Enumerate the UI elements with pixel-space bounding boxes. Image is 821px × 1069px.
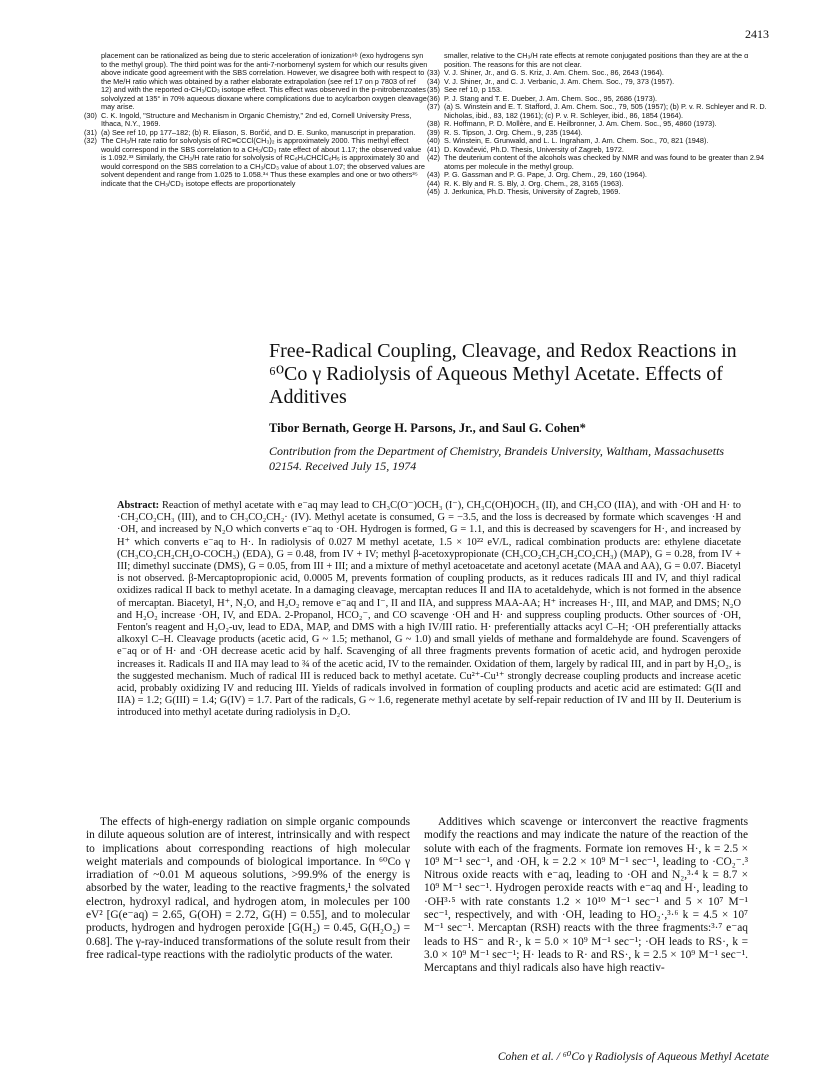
references-left-column <box>84 52 428 188</box>
reference-item: smaller, relative to the CH₃/H rate effects at remote conjugated positions than they are at the α position. The reasons for this are not clear. <box>444 51 749 69</box>
running-footer: Cohen et al. / ⁶⁰Co γ Radiolysis of Aqueous Methyl Acetate <box>497 1051 769 1063</box>
article-title: Free-Radical Coupling, Cleavage, and Redox Reactions in ⁶⁰Co γ Radiolysis of Aqueous Methyl Acetate. Effects of Additives <box>269 340 737 408</box>
reference-item: (33) V. J. Shiner, Jr., and G. S. Kriz, J. Am. Chem. Soc., 86, 2643 (1964). <box>427 68 664 77</box>
article-authors: Tibor Bernath, George H. Parsons, Jr., and Saul G. Cohen* <box>269 421 586 435</box>
reference-item: (32) The CH₃/H rate ratio for solvolysis of RC≡CCCl(CH₃)₂ is approximately 2000. This methyl effect would correspond in the SBS correlation to a CH₃/CD₃ rate effect of about 1.17; the observed value is 1.092.³³ Similarly, the CH₃/H rate ratio for solvolysis of RC₆H₄CHClC₆H₅ is approximately 30 and would correspond on the SBS correlation to a CH₃/CD₃ value of about 1.07; the observed values are solvent dependent and range from 1.025 to 1.058.³⁴ Thus these examples and one or two others³⁵ indicate that the CH₃/CD₃ isotope effects are proportionately <box>84 136 425 188</box>
reference-item: (45) J. Jerkunica, Ph.D. Thesis, University of Zagreb, 1969. <box>427 187 621 196</box>
references-right-column <box>427 52 771 197</box>
body-text-left: The effects of high-energy radiation on simple organic compounds in dilute aqueous solution are of interest, intrinsically and with respect to implications about corresponding reactions of high molecular weight materials and compounds of biological importance. In ⁶⁰Co γ irradiation of ~0.01 M aqueous solutions, >99.9% of the energy is absorbed by the water, leading to the reactive fragments,¹ the solvated electron, hydroxyl radical, and hydrogen atom, in molecules per 100 eV² [G(e⁻aq) = 2.65, G(OH) = 2.72, G(H) = 0.55], and to molecular products, hydrogen and hydrogen peroxide [G(H₂) = 0.45, G(H₂O₂) = 0.68]. The γ-ray-induced transformations of the solute result from their free radical-type reactions with the radiolytic products of the water. <box>86 816 410 961</box>
reference-item: (40) S. Winstein, E. Grunwald, and L. L. Ingraham, J. Am. Chem. Soc., 70, 821 (1948). <box>427 136 709 145</box>
reference-item: (42) The deuterium content of the alcohols was checked by NMR and was found to be greater than 2.94 atoms per molecule in the methyl group. <box>427 153 765 171</box>
reference-item: (43) P. G. Gassman and P. G. Pape, J. Org. Chem., 29, 160 (1964). <box>427 170 647 179</box>
reference-item: (44) R. K. Bly and R. S. Bly, J. Org. Chem., 28, 3165 (1963). <box>427 178 624 188</box>
abstract-text: Reaction of methyl acetate with e⁻aq may lead to CH₃C(O⁻)OCH₃ (I⁻), CH₃C(OH)OCH₃ (II), and CH₃CO (IIA), and with ·OH and H· to ·CH₂CO₂CH₃ (III), and to CH₃CO₂CH₂· (IV). Methyl acetate is consumed, G = −3.5, and the loss is decreased by formate which scavenges ·H and ·OH, and increased by N₂O which converts e⁻aq to ·OH. Hydrogen is formed, G = 1.1, and this is decreased by scavengers for H·, and increased by H⁺ which converts e⁻aq to H·. In radiolysis of 0.027 M methyl acetate, 1.5 × 10²² eV/L, radical combination products are: ethylene diacetate (CH₃CO₂CH₂CH₂O-COCH₃) (EDA), G = 0.48, from IV + IV; methyl β-acetoxypropionate (CH₃CO₂CH₂CH₂CO₂CH₃) (MAP), G = 0.28, from IV + III; dimethyl succinate (DMS), G = 0.05, from III + III; and a mixture of methyl acetoacetate and acetonyl acetate (MAA and AA), G = 0.07. Biacetyl is not observed. β-Mercaptopropionic acid, 0.0005 M, prevents formation of coupling products, as it reduces radicals III and IV, and thiyl radical oxidizes radical II back to methyl acetate. In a damaging cleavage, mercaptan reduces II and IIA to acetaldehyde, which is not formed in the absence of mercaptan. Biacetyl, H⁺, N₂O, and H₂O₂ remove e⁻aq and I⁻, II and IIA, and suppress MAA-AA; H⁺ increases H·, III, and MAP, and DMS; N₂O and H₂O₂ increase ·OH, IV, and EDA. 2-Propanol, HCO₂⁻, and CO scavenge ·OH and H· and suppress coupling products. Other sources of ·OH, Fenton's reagent and H₂O₂-uv, lead to EDA, MAP, and DMS with a high IV/III ratio. H· preferentially attacks acyl C–H; ·OH preferentially attacks alkoxyl C–H. Cleavage products (acetic acid, G ~ 1.5; methanol, G ~ 1.0) and small yields of methane and formaldehyde are found. Scavengers of e⁻aq or of H· and ·OH decrease acetic acid by half. Scavenging of all three fragments prevents formation of acetic acid, and hydrogen peroxide increases it. Radicals II and IIA may lead to ¾ of the acetic acid, IV to the remainder. Oxidation of them, largely by radical III, and in part by H₂O₂, is the suggested mechanism. Much of radical III is reduced back to methyl acetate. Cu²⁺-Cu¹⁺ strongly decrease coupling products and increase acetic acid, probably oxidizing IV and reducing III. Yields of radicals involved in formation of coupling products and acetic acid are estimated: G(II and IIA) = 1.2; G(III) = 1.4; G(IV) = 1.7. Part of the radicals, G ~ 1.6, regenerate methyl acetate by self-repair reduction of IV and III by II. Deuterium is introduced into methyl acetate during radiolysis in D₂O. <box>117 500 741 719</box>
reference-item: (30) C. K. Ingold, "Structure and Mechanism in Organic Chemistry," 2nd ed, Cornell University Press, Ithaca, N.Y., 1969. <box>84 110 412 128</box>
abstract <box>117 500 741 720</box>
body-text-right: Additives which scavenge or interconvert the reactive fragments modify the reactions and may indicate the nature of the reaction of the solute with each of the fragments. Formate ion removes H·, k = 2.5 × 10⁹ M⁻¹ sec⁻¹, and ·OH, k = 2.2 × 10⁹ M⁻¹ sec⁻¹, leading to ·CO₂⁻.³ Nitrous oxide reacts with e⁻aq, leading to ·OH and N₂,³·⁴ k = 8.7 × 10⁹ M⁻¹ sec⁻¹. Hydrogen peroxide reacts with e⁻aq and H·, leading to ·OH³·⁵ with rate constants 1.2 × 10¹⁰ M⁻¹ sec⁻¹ and 5 × 10⁷ M⁻¹ sec⁻¹, respectively, and with ·OH, leading to HO₂·,³·⁶ k = 4.5 × 10⁷ M⁻¹ sec⁻¹. Mercaptan (RSH) reacts with the three fragments:³·⁷ e⁻aq leads to HS⁻ and R·, k = 5.0 × 10⁹ M⁻¹ sec⁻¹; ·OH leads to RS·, k = 3.0 × 10⁹ M⁻¹ sec⁻¹; H· leads to R· and RS·, k = 2.5 × 10⁹ M⁻¹ sec⁻¹. Mercaptans and thiyl radicals also have high reactiv- <box>424 816 748 975</box>
reference-item: (38) R. Hoffmann, P. D. Mollère, and E. Heilbronner, J. Am. Chem. Soc., 95, 4860 (1973). <box>427 119 717 128</box>
reference-item: (37) (a) S. Winstein and E. T. Stafford, J. Am. Chem. Soc., 79, 505 (1957); (b) P. v. R. Schleyer and R. D. Nicholas, ibid., 83, 182 (1961); (c) P. v. R. Schleyer, ibid., 86, 1854 (1964). <box>427 102 767 120</box>
page-number: 2413 <box>745 27 769 41</box>
reference-item: placement can be rationalized as being due to steric acceleration of ionization⁹ᵇ (exo hydrogens syn to the methyl group). The third point was for the anti-7-norbornenyl system for which our results given above indicate good agreement with the SBS correlation. However, we disagree both with respect to the Me/H ratio which was obtained by a rather elaborate extrapolation (see ref 17 on p 7803 of ref 12) and with the reported α-CH₃/CD₃ isotope effect. This effect was observed in the p-nitrobenzoates solvolyzed at 135° in 70% aqueous dioxane where complications due to acylcarbon oxygen cleavage may arise. <box>101 51 428 111</box>
reference-item: (36) P. J. Stang and T. E. Dueber, J. Am. Chem. Soc., 95, 2686 (1973). <box>427 93 658 103</box>
article-affiliation: Contribution from the Department of Chemistry, Brandeis University, Waltham, Massachusetts 02154. Received July 15, 1974 <box>269 444 725 473</box>
reference-item: (41) D. Kovačević, Ph.D. Thesis, University of Zagreb, 1972. <box>427 144 624 154</box>
reference-item: (34) V. J. Shiner, Jr., and C. J. Verbanic, J. Am. Chem. Soc., 79, 373 (1957). <box>427 76 675 86</box>
reference-item: (31) (a) See ref 10, pp 177–182; (b) R. Eliason, S. Borčić, and D. E. Sunko, manuscript in preparation. <box>84 127 416 137</box>
reference-item: (39) R. S. Tipson, J. Org. Chem., 9, 235 (1944). <box>427 127 583 137</box>
abstract-label: Abstract: <box>117 500 160 511</box>
reference-item: (35) See ref 10, p 153. <box>427 85 503 94</box>
